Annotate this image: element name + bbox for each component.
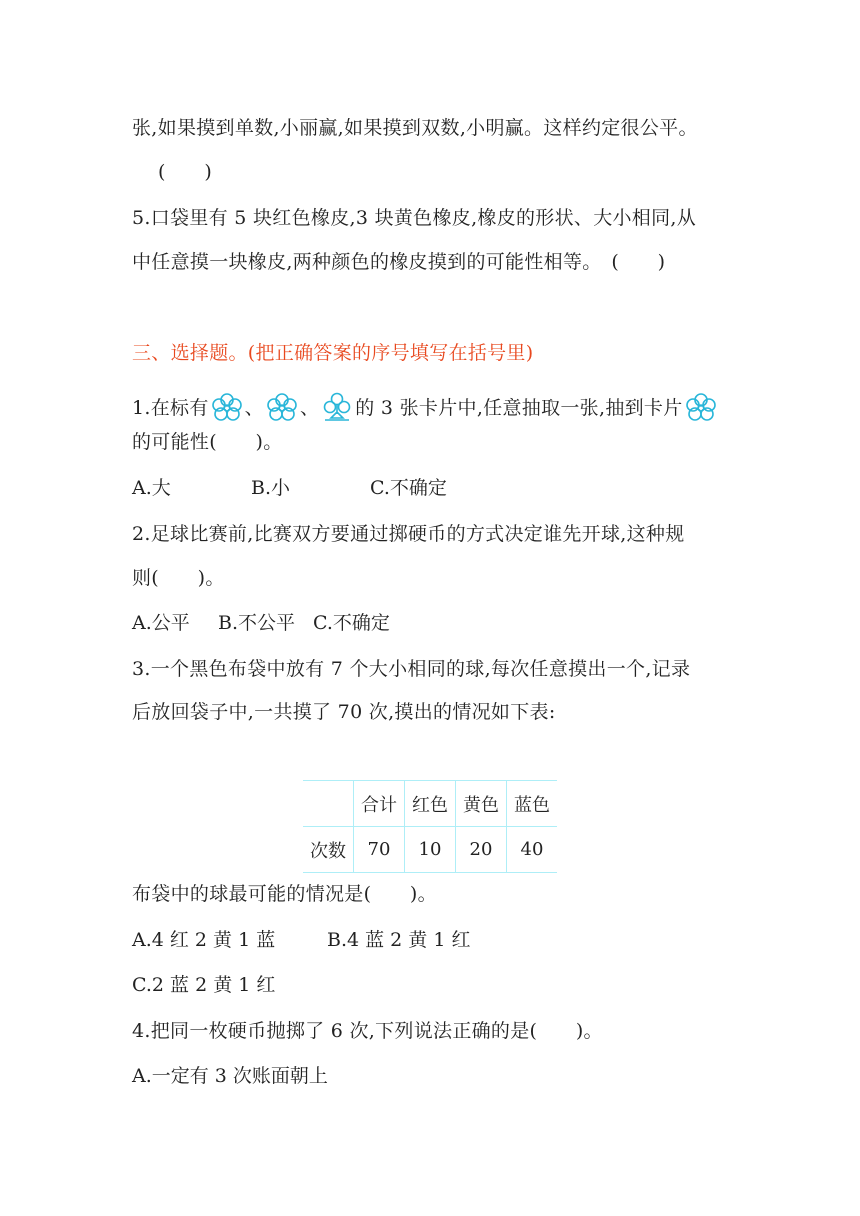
q4-option-a: A.一定有 3 次账面朝上 [132,1065,328,1087]
table-cell-blue: 40 [507,827,558,873]
q4-continuation: 张,如果摸到单数,小丽赢,如果摸到双数,小明赢。这样约定很公平。 [132,117,698,139]
q2-option-b: B.不公平 [218,612,296,634]
q1-text-b: 的 3 张卡片中,任意抽取一张,抽到卡片 [355,397,683,419]
table-cell-total: 70 [354,827,405,873]
q1-line2: 的可能性( )。 [132,431,283,453]
flower-card-icon [210,392,244,424]
table-header-blue: 蓝色 [507,781,558,827]
q1-option-c: C.不确定 [370,477,447,499]
q3-option-c: C.2 蓝 2 黄 1 红 [132,974,276,996]
q2-line1: 2.足球比赛前,比赛双方要通过掷硬币的方式决定谁先开球,这种规 [132,523,685,545]
q2-option-a: A.公平 [132,612,190,634]
q5-line1: 5.口袋里有 5 块红色橡皮,3 块黄色橡皮,橡皮的形状、大小相同,从 [132,207,697,229]
q4-answer-paren: ( ) [158,161,213,183]
table-cell-yellow: 20 [456,827,507,873]
table-header-row [303,781,557,827]
table-corner-cell [303,781,354,827]
q3-question: 布袋中的球最可能的情况是( )。 [132,883,437,905]
q2-option-c: C.不确定 [313,612,390,634]
q1-line1 [132,392,719,424]
club-card-icon [320,392,354,424]
q1-sep1: 、 [244,397,264,419]
flower-card-icon [265,392,299,424]
q5-line2: 中任意摸一块橡皮,两种颜色的橡皮摸到的可能性相等。 ( ) [132,251,666,273]
q2-line2: 则( )。 [132,567,225,589]
table-header-total: 合计 [354,781,405,827]
q1-option-b: B.小 [251,477,291,499]
q3-line1: 3.一个黑色布袋中放有 7 个大小相同的球,每次任意摸出一个,记录 [132,658,691,680]
frequency-table [303,780,557,873]
table-cell-red: 10 [405,827,456,873]
table-row [303,827,557,873]
section-title: 三、选择题。(把正确答案的序号填写在括号里) [132,342,534,364]
q1-text-a: 1.在标有 [132,397,209,419]
table-header-red: 红色 [405,781,456,827]
table-header-yellow: 黄色 [456,781,507,827]
table-row-label: 次数 [303,827,354,873]
q3-option-a: A.4 红 2 黄 1 蓝 [132,929,276,951]
q4-line1: 4.把同一枚硬币抛掷了 6 次,下列说法正确的是( )。 [132,1020,603,1042]
q3-line2: 后放回袋子中,一共摸了 70 次,摸出的情况如下表: [132,701,556,723]
q3-option-b: B.4 蓝 2 黄 1 红 [327,929,471,951]
flower-card-icon [684,392,718,424]
q1-sep2: 、 [299,397,320,419]
q1-option-a: A.大 [132,477,171,499]
